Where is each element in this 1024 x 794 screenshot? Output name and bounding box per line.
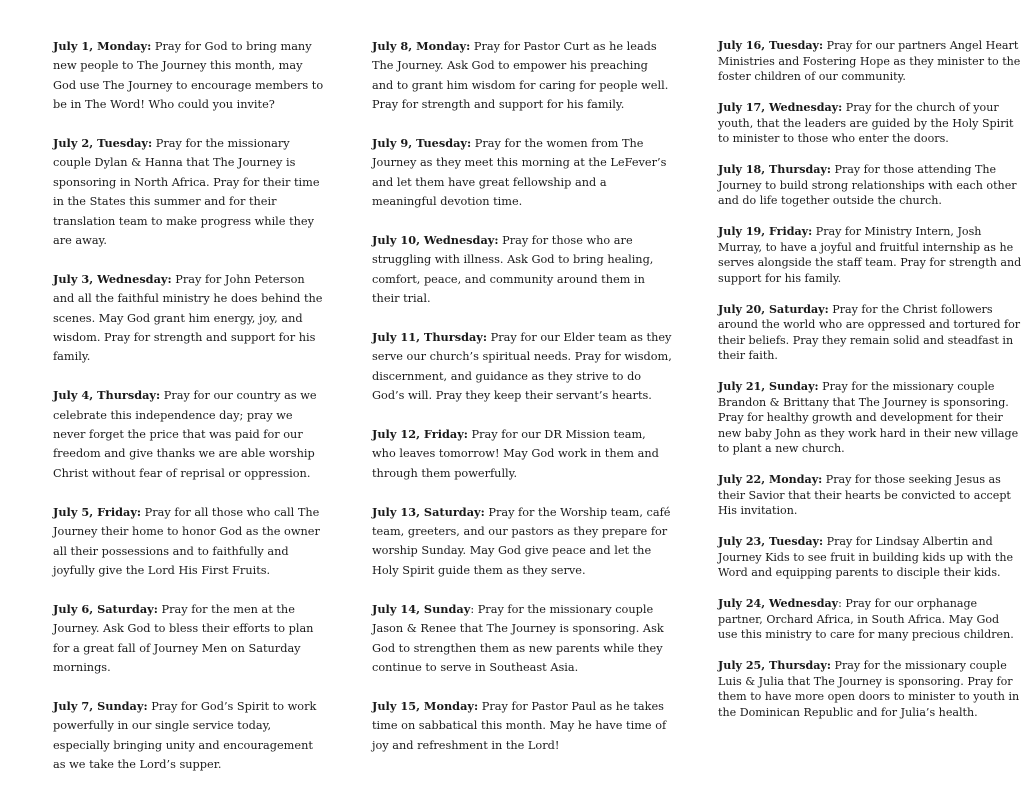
entry-date-label: July 23, Tuesday: xyxy=(718,535,824,548)
entry-text: Pray for God’s Spirit to work powerfully in our single service today, especially bringing unity and encouragement as we take the Lord’s supper. xyxy=(53,699,317,771)
entry-date-label: July 6, Saturday: xyxy=(53,601,158,616)
entry-date-label: July 17, Wednesday: xyxy=(718,101,843,114)
prayer-entry xyxy=(53,37,325,115)
prayer-entry xyxy=(53,270,325,367)
prayer-entry xyxy=(718,302,1022,364)
prayer-entry xyxy=(372,134,672,212)
entry-text: Pray for the women from The Journey as they meet this morning at the LeFever’s and let them have great fellowship and a meaningful devotion time. xyxy=(372,137,667,209)
entry-date-label: July 25, Thursday: xyxy=(718,659,831,672)
entry-date-label: July 15, Monday: xyxy=(372,698,479,713)
prayer-entry xyxy=(53,134,325,250)
entry-date-label: July 1, Monday: xyxy=(53,39,152,53)
column-1 xyxy=(53,37,325,794)
entry-text: Pray for all those who call The Journey their home to honor God as the owner all their possessions and to faithfully and joyfully give the Lord His First Fruits. xyxy=(53,505,320,577)
entry-text: Pray for John Peterson and all the faithful ministry he does behind the scenes. May God grant him energy, joy, and wisdom. Pray for strength and support for his family. xyxy=(53,272,323,364)
entry-text: Pray for the Christ followers around the world who are oppressed and tortured for their beliefs. Pray they remain solid and steadfast in their faith. xyxy=(718,302,1021,362)
entry-text: Pray for our country as we celebrate this independence day; pray we never forget the price that was paid for our freedom and give thanks we are able worship Christ without fear of reprisal or oppression. xyxy=(53,389,317,480)
prayer-entry xyxy=(53,386,325,483)
entry-text: Pray for the missionary couple Dylan & Hanna that The Journey is sponsoring in North Africa. Pray for their time in the States this summer and for their translation team to make progress while they are away. xyxy=(53,137,320,248)
prayer-entry xyxy=(53,503,325,581)
entry-text: Pray for the men at the Journey. Ask God to bless their efforts to plan for a great fall of Journey Men on Saturday mornings. xyxy=(53,602,314,674)
entry-date-label: July 3, Wednesday: xyxy=(53,271,172,286)
entry-date-label: July 5, Friday: xyxy=(53,504,142,519)
prayer-entry xyxy=(53,697,325,775)
prayer-entry xyxy=(53,600,325,678)
entry-date-label: July 24, Wednesday xyxy=(718,597,839,610)
entry-date-label: July 14, Sunday xyxy=(372,601,471,616)
prayer-entry xyxy=(372,425,672,483)
prayer-entry xyxy=(718,162,1022,209)
entry-date-label: July 22, Monday: xyxy=(718,473,823,486)
prayer-entry xyxy=(718,379,1022,457)
entry-text: Pray for the Worship team, café team, greeters, and our pastors as they prepare for worship Sunday. May God give peace and let the Holy Spirit guide them as they serve. xyxy=(372,505,671,577)
entry-date-label: July 16, Tuesday: xyxy=(718,39,824,52)
entry-date-label: July 4, Thursday: xyxy=(53,388,161,403)
entry-text: Pray for the church of your youth, that the leaders are guided by the Holy Spirit to minister to those who enter the doors. xyxy=(718,101,1014,145)
prayer-entry xyxy=(372,503,672,581)
prayer-entry xyxy=(718,596,1022,643)
entry-text: Pray for our Elder team as they serve our church’s spiritual needs. Pray for wisdom, discernment, and guidance as they strive to do God’s will. Pray they keep their servant’s hearts. xyxy=(372,331,672,403)
entry-date-label: July 8, Monday: xyxy=(372,39,471,53)
column-2 xyxy=(372,37,672,774)
prayer-entry xyxy=(718,658,1022,720)
prayer-entry xyxy=(718,534,1022,581)
prayer-entry xyxy=(372,37,672,115)
entry-text: Pray for Lindsay Albertin and Journey Kids to see fruit in building kids up with the Word and equipping parents to disciple their kids. xyxy=(718,535,1014,579)
entry-date-label: July 10, Wednesday: xyxy=(372,233,499,248)
entry-text: Pray for Ministry Intern, Josh Murray, to have a joyful and fruitful internship as he serves alongside the staff team. Pray for strength and support for his family. xyxy=(718,225,1022,285)
entry-text: : Pray for the missionary couple Jason & Renee that The Journey is sponsoring. Ask God to strengthen them as new parents while they continue to serve in Southeast Asia. xyxy=(372,602,664,674)
entry-date-label: July 12, Friday: xyxy=(372,427,468,442)
entry-text: Pray for Pastor Curt as he leads The Journey. Ask God to empower his preaching and to grant him wisdom for caring for people well. Pray for strength and support for his family. xyxy=(372,40,669,112)
prayer-entry xyxy=(718,100,1022,147)
entry-text: Pray for the missionary couple Brandon & Brittany that The Journey is sponsoring. Pray for healthy growth and development for their new baby John as they work hard in their new village to plant a new church. xyxy=(718,380,1019,455)
prayer-entry xyxy=(718,224,1022,286)
prayer-entry xyxy=(718,38,1022,85)
entry-date-label: July 2, Tuesday: xyxy=(53,136,153,151)
entry-text: Pray for those seeking Jesus as their Savior that their hearts be convicted to accept His invitation. xyxy=(718,473,1011,517)
entry-text: Pray for those attending The Journey to build strong relationships with each other and do life together outside the church. xyxy=(718,163,1017,207)
entry-date-label: July 18, Thursday: xyxy=(718,163,831,176)
entry-text: Pray for the missionary couple Luis & Julia that The Journey is sponsoring. Pray for them to have more open doors to minister to youth in the Dominican Republic and for Julia’s health. xyxy=(718,659,1020,719)
entry-date-label: July 9, Tuesday: xyxy=(372,136,472,151)
entry-date-label: July 7, Sunday: xyxy=(53,698,148,713)
entry-text: Pray for our DR Mission team, who leaves tomorrow! May God work in them and through them powerfully. xyxy=(372,428,659,480)
entry-date-label: July 13, Saturday: xyxy=(372,504,485,519)
prayer-entry xyxy=(718,472,1022,519)
entry-date-label: July 11, Thursday: xyxy=(372,330,488,345)
entry-text: Pray for our partners Angel Heart Ministries and Fostering Hope as they minister to the foster children of our community. xyxy=(718,39,1021,83)
prayer-entry xyxy=(372,231,672,309)
prayer-entry xyxy=(372,328,672,406)
entry-date-label: July 20, Saturday: xyxy=(718,302,829,316)
column-3 xyxy=(718,38,1022,736)
prayer-entry xyxy=(372,697,672,755)
entry-date-label: July 21, Sunday: xyxy=(718,380,819,393)
entry-date-label: July 19, Friday: xyxy=(718,225,813,238)
entry-text: Pray for God to bring many new people to The Journey this month, may God use The Journey to encourage members to be in The Word! Who could you invite? xyxy=(53,40,324,112)
entry-text: Pray for Pastor Paul as he takes time on sabbatical this month. May he have time of joy and refreshment in the Lord! xyxy=(372,699,667,752)
entry-text: : Pray for our orphanage partner, Orchard Africa, in South Africa. May God use this ministry to care for many precious children. xyxy=(718,597,1014,641)
prayer-entry xyxy=(372,600,672,678)
entry-text: Pray for those who are struggling with illness. Ask God to bring healing, comfort, peace, and community around them in their trial. xyxy=(372,234,654,306)
